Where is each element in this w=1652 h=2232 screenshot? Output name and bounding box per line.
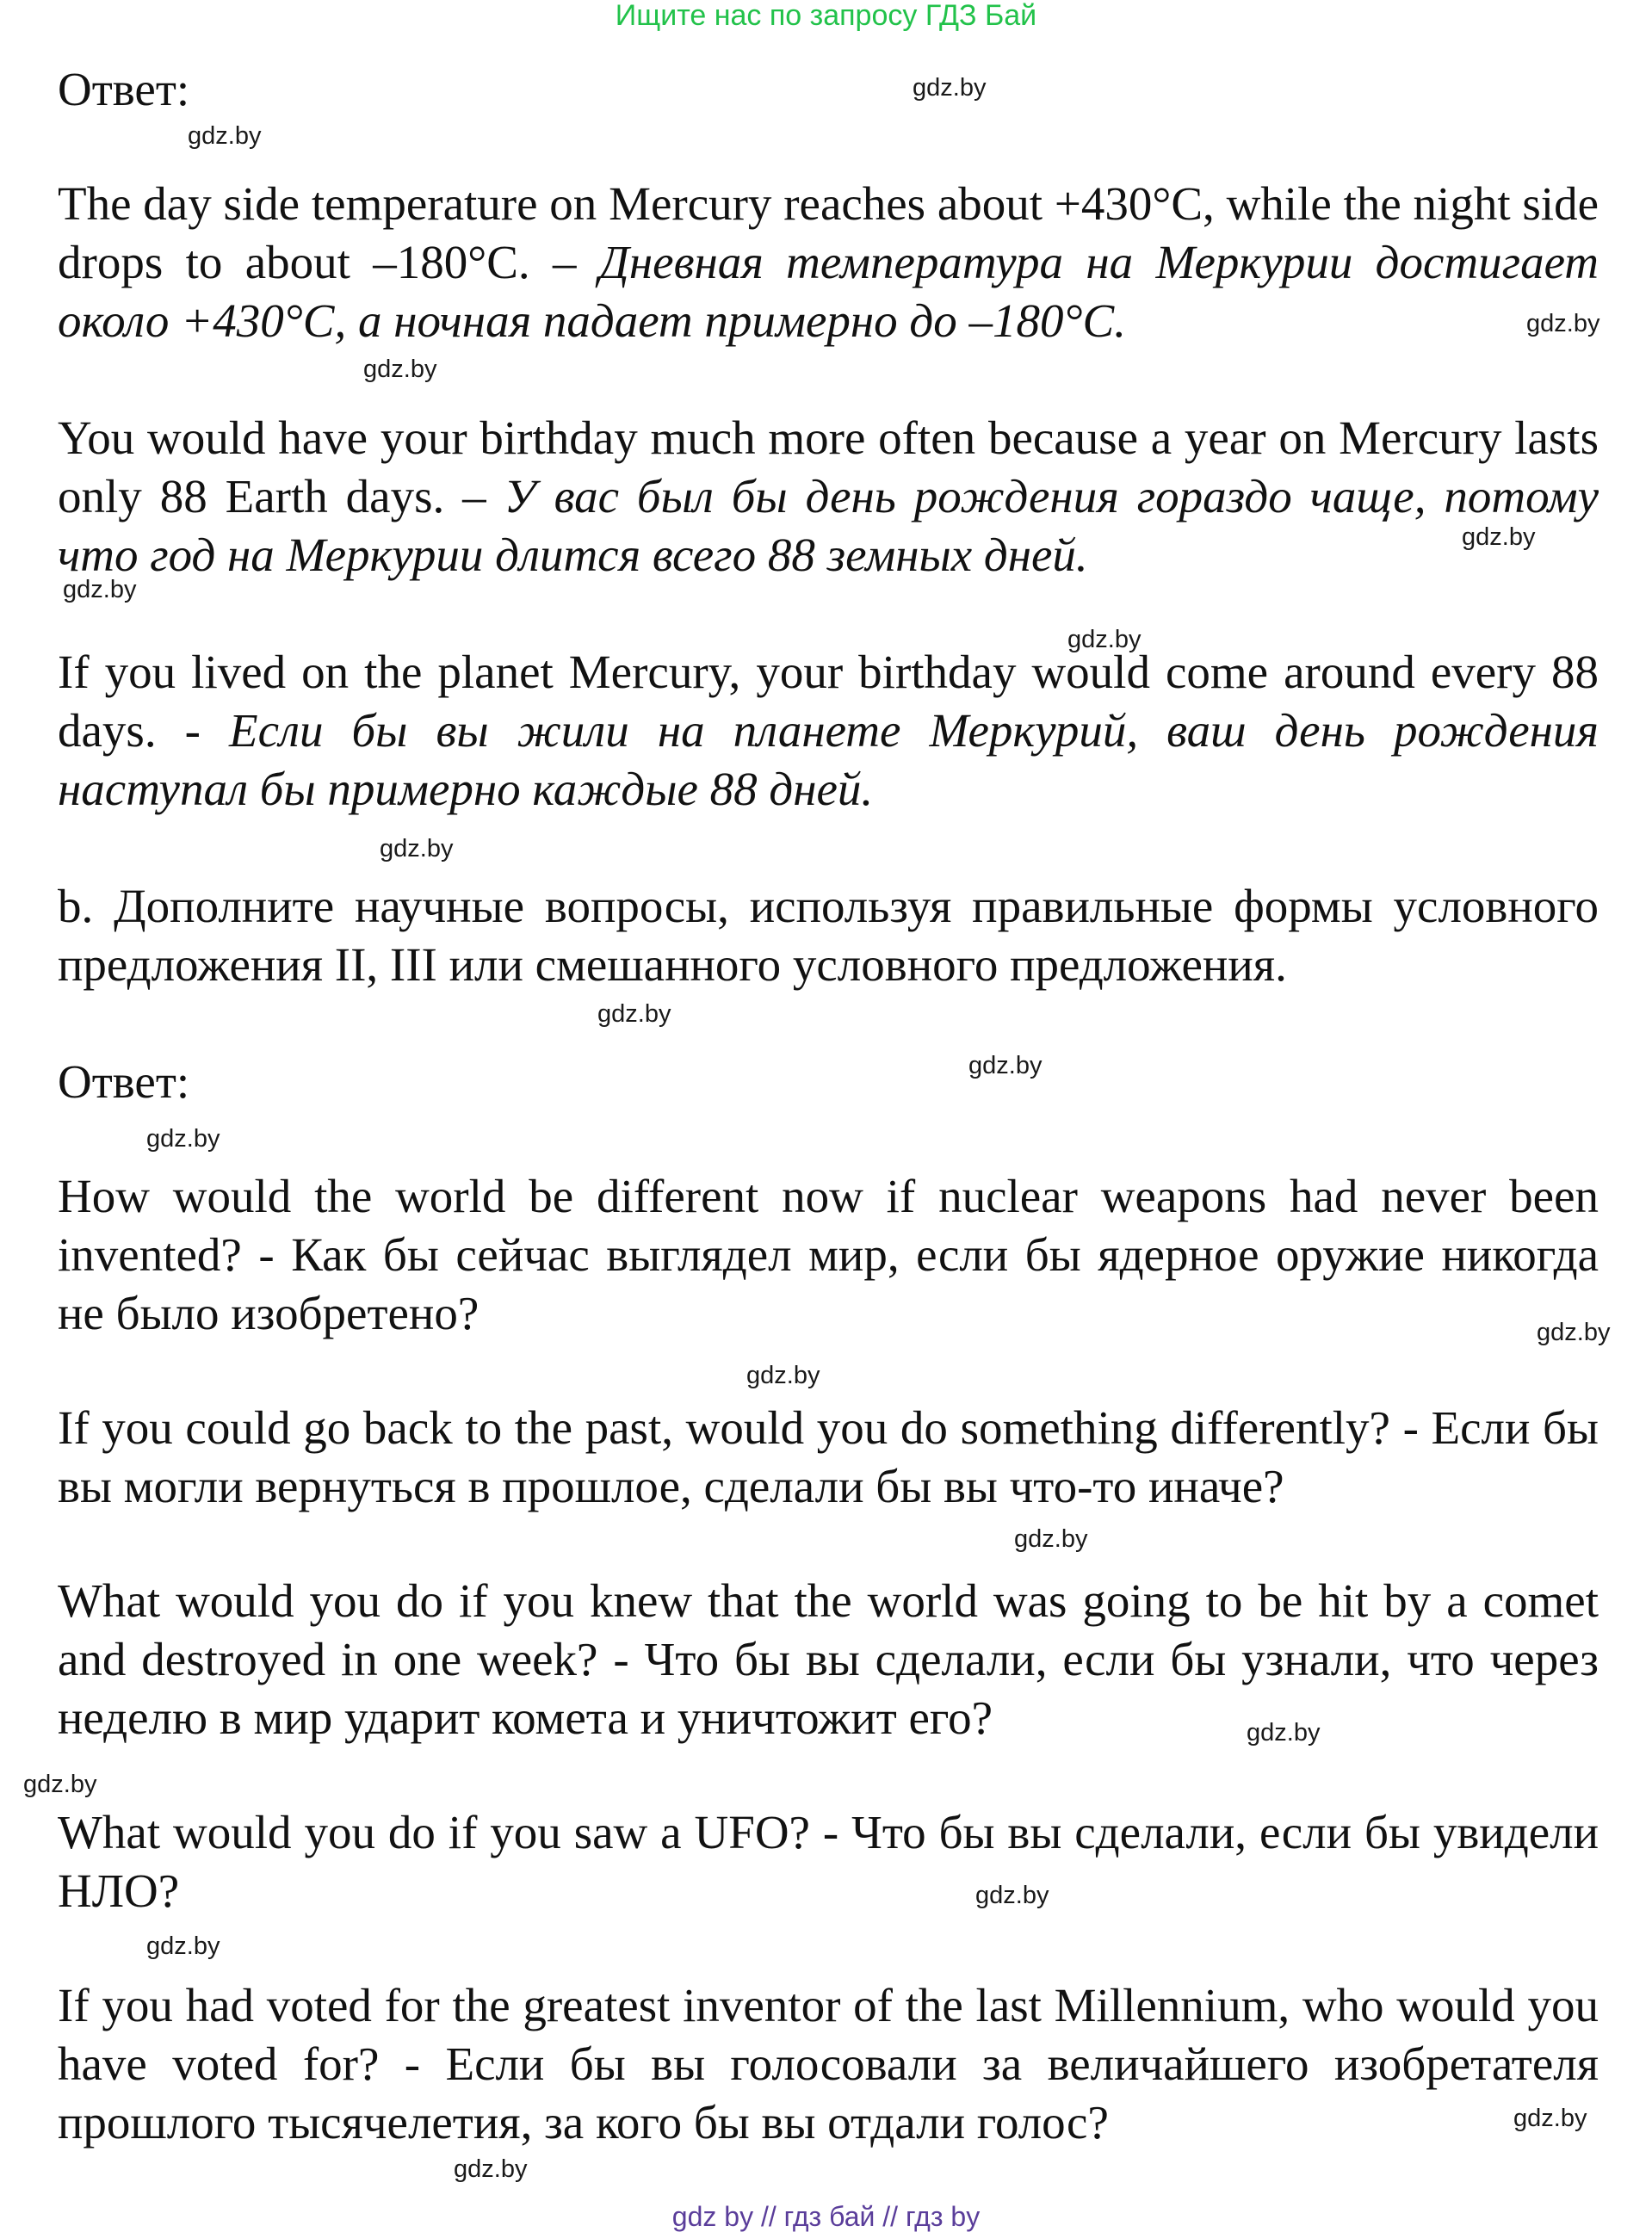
answer-label: Ответ: [58,63,190,115]
paragraph-russian: Если бы вы жили на планете Меркурий, ваш день рождения наступал бы примерно каждые 88 дней. [58,704,1599,815]
watermark: gdz.by [975,1882,1049,1909]
paragraph-russian: Дневная температура на Меркурии достигает около +430°C, а ночная падает примерно до –180°C. [58,236,1599,347]
answer-label: Ответ: [58,1055,190,1108]
question-past: If you could go back to the past, would you do something differently? - Если бы вы могли вернуться в прошлое, сделали бы вы что-то иначе? [58,1401,1599,1512]
question-nuclear: How would the world be different now if nuclear weapons had never been invented? - Как бы сейчас выглядел мир, если бы ядерное оружие никогда не было изобретено? [58,1170,1599,1339]
watermark: gdz.by [146,1125,220,1153]
paragraph-english: If you lived on the planet Mercury, your birthday would come around every 88 days. - [58,646,1599,757]
watermark: gdz.by [1014,1525,1088,1553]
footer-links: gdz by // гдз бай // гдз by [671,2201,981,2232]
task-b-instruction: b. Дополните научные вопросы, используя правильные формы условного предложения II, III или смешанного условного предложения. [58,880,1599,991]
watermark: gdz.by [1526,310,1600,337]
watermark: gdz.by [1537,1319,1611,1346]
watermark: gdz.by [1462,523,1536,551]
question-inventor: If you had voted for the greatest inventor of the last Millennium, who would you have voted for? - Если бы вы голосовали за величайшего изобретателя прошлого тысячелетия, за кого бы вы отдали голос? [58,1979,1599,2149]
watermark: gdz.by [746,1362,820,1389]
question-ufo: What would you do if you saw a UFO? - Что бы вы сделали, если бы увидели НЛО? [58,1806,1599,1917]
watermark: gdz.by [968,1052,1043,1079]
watermark: gdz.by [1513,2105,1587,2132]
watermark: gdz.by [146,1932,220,1960]
watermark: gdz.by [63,576,137,603]
question-comet: What would you do if you knew that the world was going to be hit by a comet and destroyed in one week? - Что бы вы сделали, если бы узнали, что через неделю в мир ударит комета и уничтожит его? [58,1574,1599,1744]
watermark: gdz.by [380,835,454,863]
watermark: gdz.by [1247,1719,1321,1747]
paragraph-mercury-temperature [58,175,1599,350]
paragraph-english: You would have your birthday much more often because a year on Mercury lasts only 88 Earth days. – [58,411,1599,522]
paragraph-mercury-birthday [58,409,1599,584]
watermark: gdz.by [913,74,987,102]
watermark: gdz.by [1067,626,1142,653]
paragraph-russian: У вас был бы день рождения гораздо чаще, потому что год на Меркурии длится всего 88 земных дней. [58,470,1599,581]
watermark: gdz.by [363,356,437,383]
paragraph-english: The day side temperature on Mercury reaches about +430°C, while the night side drops to about –180°C. – [58,177,1599,288]
top-banner: Ищите нас по запросу ГДЗ Бай [615,0,1037,32]
watermark: gdz.by [23,1771,97,1798]
watermark: gdz.by [454,2155,528,2183]
watermark: gdz.by [188,122,262,150]
paragraph-mercury-lived [58,643,1599,819]
watermark: gdz.by [597,1000,671,1028]
document-body [58,60,1599,2152]
